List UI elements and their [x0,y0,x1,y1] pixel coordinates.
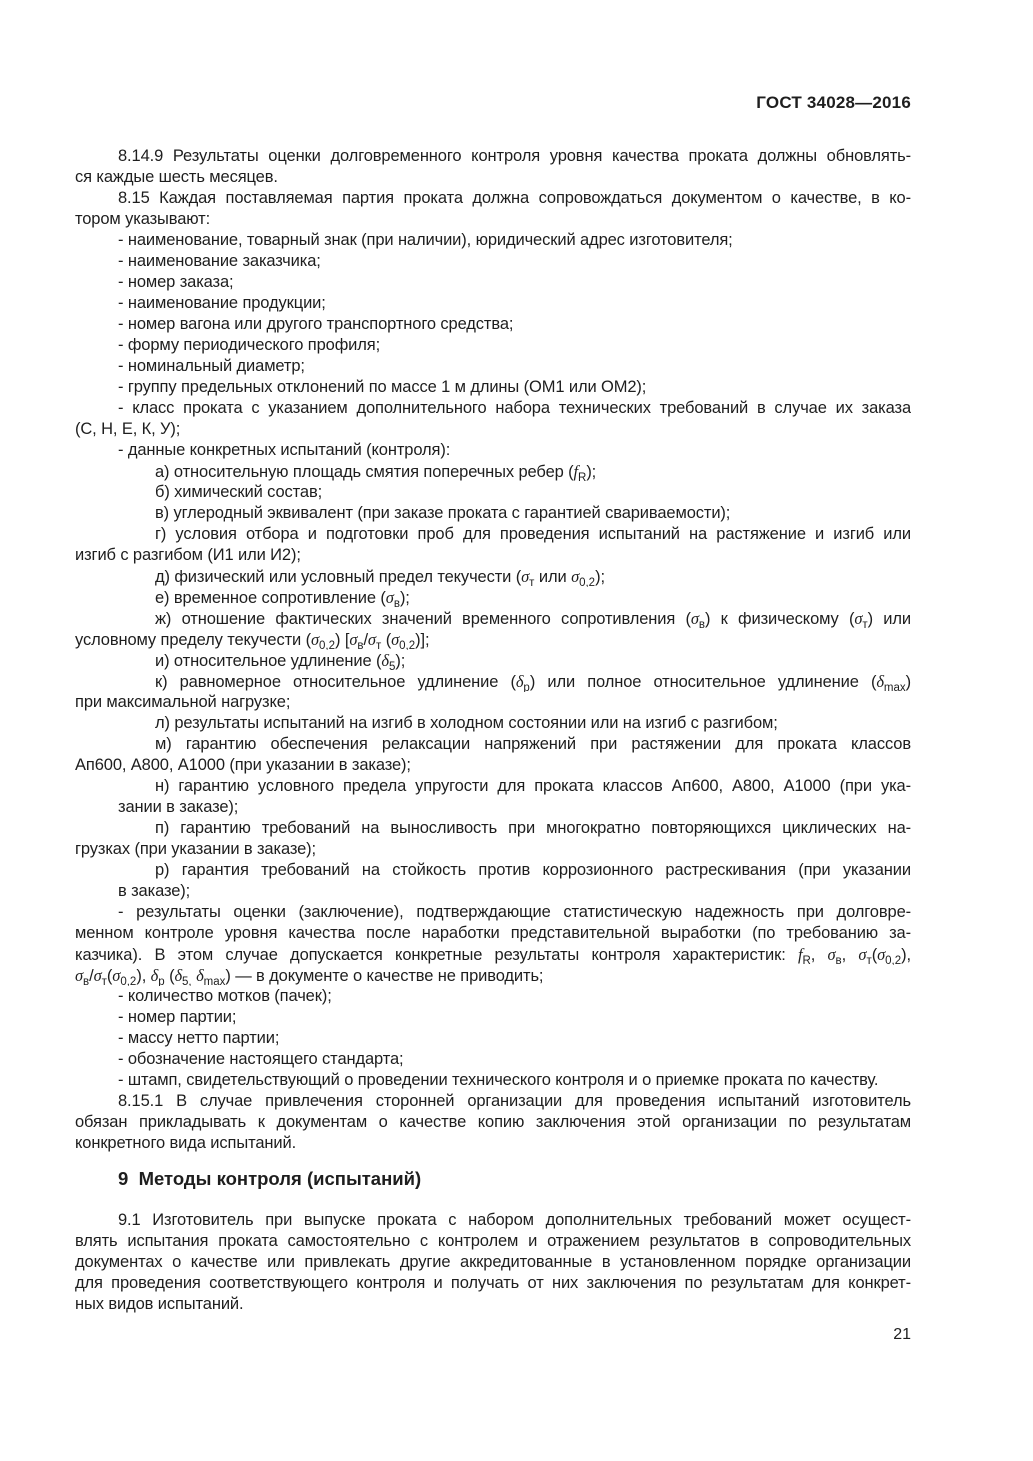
text-line: л) результаты испытаний на изгиб в холодном состоянии или на изгиб с разгибом; [155,714,778,732]
section-8-text [75,146,911,1154]
text-line: изгиб с разгибом (И1 или И2); [75,546,301,564]
text-line: тором указывают: [75,210,211,228]
text-line: 8.14.9 Результаты оценки долговременного контроля уровня качества проката должны обновлять- [118,147,911,165]
text-line: - номер заказа; [118,273,234,291]
text-line: - данные конкретных испытаний (контроля): [118,441,451,459]
text-line: зании в заказе); [118,798,239,816]
text-line: е) временное сопротивление $(\sigma_в)$; [155,588,410,608]
text-line: к) равномерное относительное удлинение $(\delta_р)$ или полное относительное удлинение $(\delta_{max})$ [155,672,911,692]
text-line: - группу предельных отклонений по массе 1 м длины (ОМ1 или ОМ2); [118,378,647,396]
text-line: 9.1 Изготовитель при выпуске проката с набором дополнительных требований может осущест- [118,1211,911,1229]
text-line: грузках (при указании в заказе); [75,840,316,858]
text-line: казчика). В этом случае допускается конкретные результаты контроля характеристик: $f_R$, $\sigma_в$, $\sigma_т(\sigma_{0,2})$, [75,945,911,965]
text-line: - номер вагона или другого транспортного средства; [118,315,514,333]
text-line: 8.15.1 В случае привлечения сторонней организации для проведения испытаний изготовитель [118,1092,911,1110]
text-line: - номер партии; [118,1008,237,1026]
text-line: ж) отношение фактических значений временного сопротивления $(\sigma_в)$ к физическому $(\sigma_т)$ или [155,609,911,629]
text-line: ных видов испытаний. [75,1295,244,1313]
text-line: Ап600, А800, А1000 (при указании в заказе); [75,756,411,774]
text-line: $\sigma_в/\sigma_т(\sigma_{0,2})$, $\delta_р$ ($\delta_{5,}$ $\delta_{max}$) — в документе о качестве не приводить; [75,966,544,986]
text-line: - номинальный диаметр; [118,357,305,375]
text-line: п) гарантию требований на выносливость при многократно повторяющихся циклических на- [155,819,911,837]
text-line: (С, Н, Е, К, У); [75,420,181,438]
section-heading: 9 Методы контроля (испытаний) [118,1168,422,1189]
text-line: г) условия отбора и подготовки проб для проведения испытаний на растяжение и изгиб или [155,525,911,543]
text-line: р) гарантия требований на стойкость против коррозионного растрескивания (при указании [155,861,911,879]
text-line: н) гарантию условного предела упругости для проката классов Ап600, А800, А1000 (при ука- [155,777,911,795]
text-line: влять испытания проката самостоятельно с контролем и отражением результатов в сопроводительных [75,1232,911,1250]
text-line: в заказе); [118,882,191,900]
text-line: документах о качестве или привлекать другие аккредитованные в установленном порядке организации [75,1253,911,1271]
text-line: а) относительную площадь смятия поперечных ребер $(f_R)$; [155,462,597,482]
document-body [75,146,911,1315]
text-line: д) физический или условный предел текучести ($\sigma_т$ или $\sigma_{0,2}$); [155,567,605,587]
text-line: - форму периодического профиля; [118,336,381,354]
text-line: - наименование, товарный знак (при наличии), юридический адрес изготовителя; [118,231,733,249]
text-line: 8.15 Каждая поставляемая партия проката должна сопровождаться документом о качестве, в ко- [118,189,911,207]
text-line: и) относительное удлинение $(\delta_5)$; [155,651,406,671]
text-line: б) химический состав; [155,483,323,501]
text-line: при максимальной нагрузке; [75,693,291,711]
text-line: м) гарантию обеспечения релаксации напряжений при растяжении для проката классов [155,735,911,753]
text-line: - класс проката с указанием дополнительного набора технических требований в случае их заказа [118,399,911,417]
text-line: в) углеродный эквивалент (при заказе проката с гарантией свариваемости); [155,504,731,522]
text-line: - результаты оценки (заключение), подтверждающие статистическую надежность при долговре- [118,903,911,921]
text-line: - наименование продукции; [118,294,326,312]
text-line: - штамп, свидетельствующий о проведении технического контроля и о приемке проката по качеству. [118,1071,879,1089]
section-9-text [75,1210,911,1315]
text-line: условному пределу текучести $(\sigma_{0,2})$ [$\sigma_в/\sigma_т$ $(\sigma_{0,2})$]; [75,630,430,650]
text-line: ся каждые шесть месяцев. [75,168,278,186]
text-line: - обозначение настоящего стандарта; [118,1050,404,1068]
text-line: конкретного вида испытаний. [75,1134,297,1152]
text-line: для проведения соответствующего контроля и получать от них заключения по результатам для конкрет- [75,1274,911,1292]
text-line: менном контроле уровня качества после наработки представительной выработки (по требованию за- [75,924,911,942]
text-line: - массу нетто партии; [118,1029,280,1047]
text-line: - наименование заказчика; [118,252,321,270]
doc-header-standard-number: ГОСТ 34028—2016 [756,93,911,112]
text-line: обязан прикладывать к документам о качестве копию заключения этой организации по результатам [75,1113,911,1131]
text-line: - количество мотков (пачек); [118,987,332,1005]
page-number: 21 [893,1326,911,1343]
